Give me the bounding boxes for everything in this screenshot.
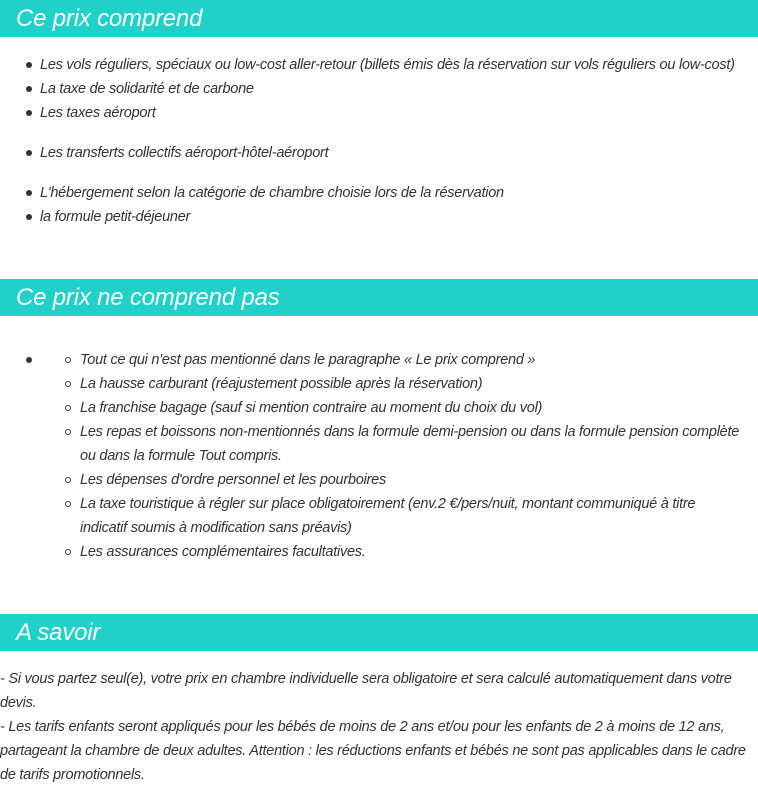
included-item-accommodation: L'hébergement selon la catégorie de chambre choisie lors de la réservation <box>40 185 504 201</box>
bullet-circle <box>65 501 71 507</box>
bullet-circle <box>65 477 71 483</box>
included-item-flights: Les vols réguliers, spéciaux ou low-cost aller-retour (billets émis dès la réservation sur vols réguliers ou low-cost) <box>40 57 735 73</box>
bullet-dot <box>26 357 32 363</box>
excluded-item-meals: Les repas et boissons non-mentionnés dans la formule demi-pension ou dans la formule pension complète <box>80 424 740 440</box>
included-item-airport-taxes: Les taxes aéroport <box>40 105 156 121</box>
bullet-circle <box>65 549 71 555</box>
excluded-item-insurance: Les assurances complémentaires facultatives. <box>80 544 366 560</box>
excluded-item-tourist-tax: La taxe touristique à régler sur place obligatoirement (env.2 €/pers/nuit, montant communiqué à titre <box>80 496 696 512</box>
excluded-item-fuel: La hausse carburant (réajustement possible après la réservation) <box>80 376 483 392</box>
bullet-circle <box>65 405 71 411</box>
section-title-excluded: Ce prix ne comprend pas <box>16 284 280 311</box>
bullet-dot <box>26 214 32 220</box>
section-header-excluded <box>0 279 758 316</box>
bullet-dot <box>26 190 32 196</box>
bullet-dot <box>26 86 32 92</box>
excluded-item-not-mentioned: Tout ce qui n'est pas mentionné dans le paragraphe « Le prix comprend » <box>80 352 536 368</box>
included-item-solidarity-tax: La taxe de solidarité et de carbone <box>40 81 254 97</box>
excluded-item-meals-continued: ou dans la formule Tout compris. <box>80 448 282 464</box>
bullet-dot <box>26 150 32 156</box>
section-title-included: Ce prix comprend <box>16 5 203 32</box>
bullet-circle <box>65 429 71 435</box>
bullet-dot <box>26 110 32 116</box>
section-header-included <box>0 0 758 37</box>
excluded-item-personal-expenses: Les dépenses d'ordre personnel et les pourboires <box>80 472 386 488</box>
section-header-info <box>0 614 758 651</box>
excluded-item-baggage: La franchise bagage (sauf si mention contraire au moment du choix du vol) <box>80 400 543 416</box>
info-paragraph-children: - Les tarifs enfants seront appliqués pour les bébés de moins de 2 ans et/ou pour les enfants de 2 à moins de 12 ans, partageant la chambre de deux adultes. Attention : les réductions enfants et bébés ne sont pas applicables dans le cadre de tarifs promotionnels. <box>0 719 746 783</box>
bullet-circle <box>65 357 71 363</box>
bullet-circle <box>65 381 71 387</box>
bullet-dot <box>26 62 32 68</box>
section-title-info: A savoir <box>16 619 101 646</box>
included-item-transfers: Les transferts collectifs aéroport-hôtel-aéroport <box>40 145 329 161</box>
excluded-item-tourist-tax-continued: indicatif soumis à modification sans préavis) <box>80 520 352 536</box>
included-item-breakfast: la formule petit-déjeuner <box>40 209 191 225</box>
info-paragraph-single: - Si vous partez seul(e), votre prix en chambre individuelle sera obligatoire et sera calculé automatiquement dans votre devis. <box>0 671 732 711</box>
